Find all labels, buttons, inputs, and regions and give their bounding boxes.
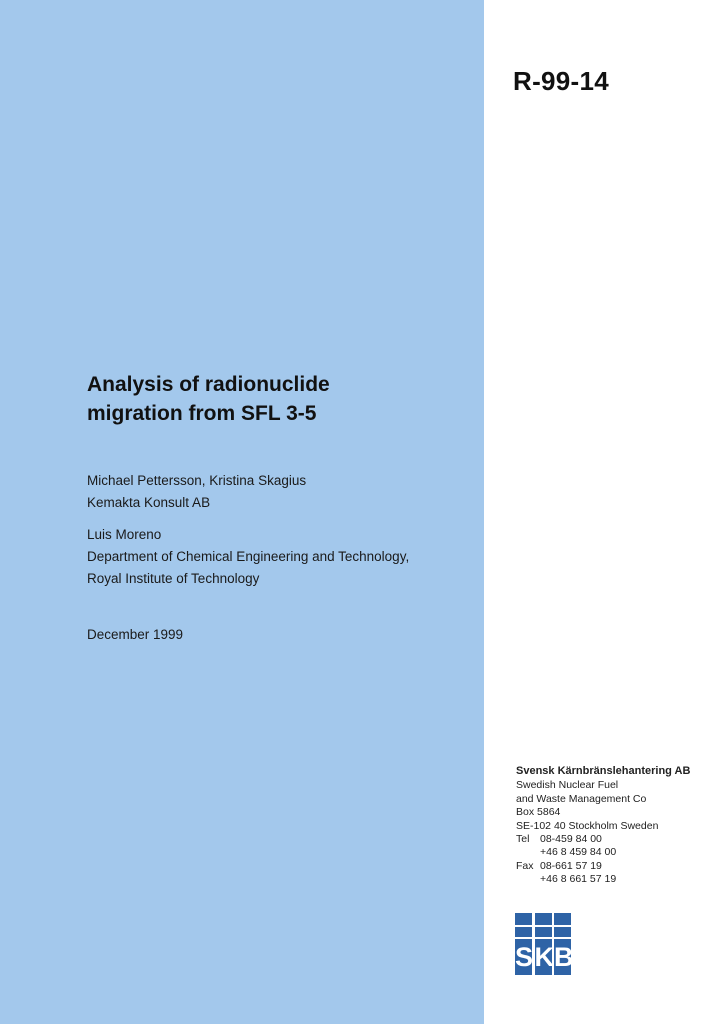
publisher-line: and Waste Management Co: [516, 792, 647, 805]
authors: Michael Pettersson, Kristina Skagius: [87, 473, 307, 488]
logo-stripe: [515, 925, 571, 927]
publication-date: [87, 624, 183, 646]
logo-letter: K: [534, 942, 554, 972]
contact-row: [516, 860, 690, 873]
author-block-2: [87, 524, 409, 590]
report-number: R-99-14: [513, 66, 610, 96]
title-line: migration from SFL 3-5: [87, 402, 317, 425]
author: Luis Moreno: [87, 527, 162, 542]
author-block-1: [87, 470, 306, 514]
affiliation: Royal Institute of Technology: [87, 571, 260, 586]
title-line: Analysis of radionuclide: [87, 373, 330, 396]
contact-row: [516, 873, 690, 886]
contact-row: [516, 833, 690, 846]
report-title: [87, 370, 467, 428]
date-text: December 1999: [87, 627, 184, 642]
contact-value: +46 8 661 57 19: [540, 873, 617, 886]
contact-value: +46 8 459 84 00: [540, 846, 617, 859]
affiliation: Kemakta Konsult AB: [87, 495, 211, 510]
publisher-line: Box 5864: [516, 806, 561, 819]
publisher-name: Svensk Kärnbränslehantering AB: [516, 765, 691, 777]
publisher-info: [516, 765, 690, 887]
affiliation: Department of Chemical Engineering and Technology,: [87, 549, 410, 564]
logo-letter: B: [554, 942, 574, 972]
publisher-line: SE-102 40 Stockholm Sweden: [516, 819, 659, 832]
logo-letter: S: [515, 942, 534, 972]
contact-label: Fax: [516, 859, 534, 872]
contact-value: 08-459 84 00: [540, 833, 602, 846]
contact-row: [516, 846, 690, 859]
skb-logo: [515, 913, 574, 975]
contact-label: Tel: [516, 833, 530, 846]
publisher-line: Swedish Nuclear Fuel: [516, 779, 619, 792]
contact-value: 08-661 57 19: [540, 859, 602, 872]
logo-stripe: [515, 937, 571, 939]
